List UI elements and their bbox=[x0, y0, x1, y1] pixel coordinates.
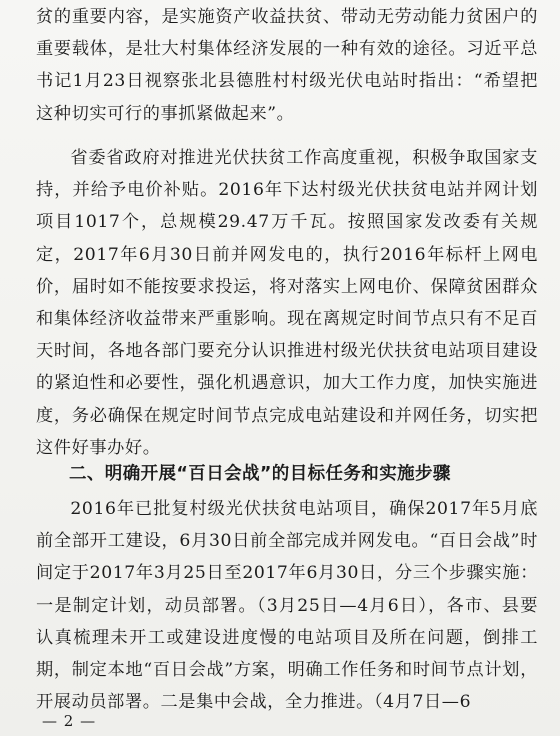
section-heading: 二、明确开展“百日会战”的目标任务和实施步骤 bbox=[69, 464, 451, 484]
paragraph-continued: 贫的重要内容，是实施资产收益扶贫、带动无劳动能力贫困户的重要载体，是壮大村集体经济发展的一种有效的途径。习近平总书记1月23日视察张北县德胜村村级光伏电站时指出：“希望把这种切实可行的事抓紧做起来”。 bbox=[36, 7, 538, 124]
paragraph-hundred-day-campaign: 2016年已批复村级光伏扶贫电站项目，确保2017年5月底前全部开工建设，6月30日前全部完成并网发电。“百日会战”时间定于2017年3月25日至2017年6月30日，分三个步骤实施：一是制定计划，动员部署。（3月25日—4月6日），各市、县要认真梳理未开工或建设进度慢的电站项目及所在问题，倒排工期，制定本地“百日会战”方案，明确工作任务和时间节点计划，开展动员部署。二是集中会战，全力推进。（4月7日—6 bbox=[36, 499, 538, 713]
page-number: — 2 — bbox=[42, 712, 97, 730]
paragraph-provincial-support: 省委省政府对推进光伏扶贫工作高度重视，积极争取国家支持，并给予电价补贴。2016年下达村级光伏扶贫电站并网计划项目1017个，总规模29.47万千瓦。按照国家发改委有关规定，2017年6月30日前并网发电的，执行2016年标杆上网电价，届时如不能按要求投运，将对落实上网电价、保障贫困群众和集体经济收益带来严重影响。现在离规定时间节点只有不足百天时间，各地各部门要充分认识推进村级光伏扶贫电站项目建设的紧迫性和必要性，强化机遇意识，加大工作力度，加快实施进度，务必确保在规定时间节点完成电站建设和并网任务，切实把这件好事办好。 bbox=[36, 148, 538, 458]
